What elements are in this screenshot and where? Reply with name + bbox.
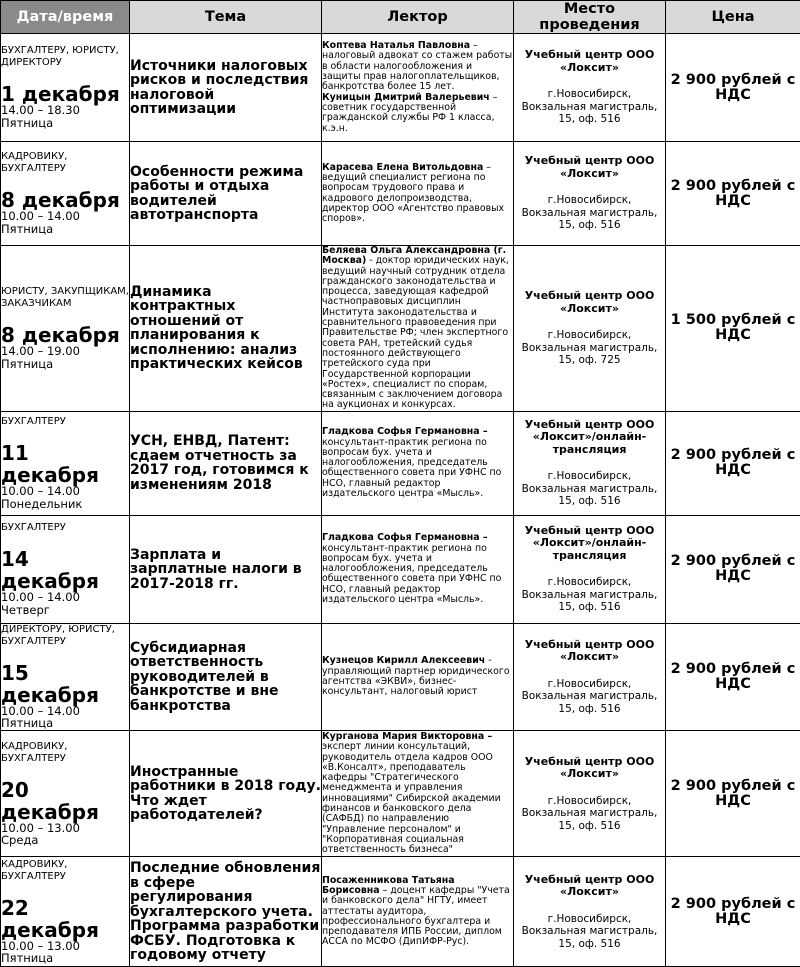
lecturer-cell [322, 731, 514, 857]
lecturer-cell [322, 246, 514, 412]
event-weekday: Пятница [1, 952, 129, 965]
seminar-topic: УСН, ЕНВД, Патент: сдаем отчетность за 2017 год, готовимся к изменениям 2018 [130, 434, 321, 492]
lecturer-info [322, 656, 513, 697]
place-cell [514, 34, 666, 142]
event-time: 10.00 – 14.00 [1, 592, 129, 604]
venue-name: Учебный центр ООО «Локсит» [514, 155, 665, 180]
topic-cell [130, 731, 322, 857]
event-day: 8 декабря [1, 324, 129, 346]
venue-name: Учебный центр ООО «Локсит» [514, 290, 665, 315]
venue-address: г.Новосибирск, Вокзальная магистраль, 15, оф. 516 [514, 576, 665, 614]
date-cell [1, 623, 130, 731]
lecturer-name: Коптева Наталья Павловна [322, 40, 470, 51]
lecturer-info [322, 732, 513, 856]
lecturer-desc: – советник государственной гражданской службы РФ 1 класса, к.э.н. [322, 92, 497, 134]
seminar-price: 2 900 рублей с НДС [666, 554, 800, 584]
price-cell [666, 857, 800, 967]
price-cell [666, 623, 800, 731]
lecturer-name: Куницын Дмитрий Валерьевич [322, 92, 490, 103]
lecturer-info [322, 533, 513, 605]
lecturer-desc: - управляющий партнер юридического агентства «ЭКВИ», бизнес-консультант, налоговый юрист [322, 655, 510, 697]
seminar-topic: Субсидиарная ответственность руководителей в банкротстве и вне банкротства [130, 641, 321, 714]
event-time: 10.00 – 14.00 [1, 211, 129, 223]
topic-cell [130, 857, 322, 967]
venue-name: Учебный центр ООО «Локсит»/онлайн-трансляция [514, 419, 665, 457]
date-cell [1, 731, 130, 857]
event-weekday: Пятница [1, 117, 129, 130]
lecturer-info [322, 163, 513, 225]
event-time: 14.00 – 18.30 [1, 105, 129, 117]
lecturer-name: Кузнецов Кирилл Алексеевич [322, 655, 485, 666]
lecturer-name: Беляева Ольга Александровна (г. Москва) [322, 245, 506, 266]
lecturer-desc: – ведущий специалист региона по вопросам трудового права и кадрового делопроизводства, директор ООО «Агентство правовых споров». [322, 162, 504, 224]
table-row [1, 411, 800, 515]
topic-cell [130, 142, 322, 246]
lecturer-name: Карасева Елена Витольдовна [322, 162, 483, 173]
seminar-price: 2 900 рублей с НДС [666, 662, 800, 692]
seminar-topic: Динамика контрактных отношений от планирования к исполнению: анализ практических кейсов [130, 285, 321, 372]
place-cell [514, 623, 666, 731]
seminar-topic: Последние обновления в сфере регулирования бухгалтерского учета. Программа разработки ФСБУ. Подготовка к годовому отчету [130, 861, 321, 963]
header-date: Дата/время [1, 1, 130, 34]
event-day: 22 декабря [1, 897, 129, 941]
venue-address: г.Новосибирск, Вокзальная магистраль, 15, оф. 516 [514, 194, 665, 232]
event-weekday: Понедельник [1, 498, 129, 511]
place-cell [514, 142, 666, 246]
price-cell [666, 515, 800, 623]
place-cell [514, 515, 666, 623]
price-cell [666, 246, 800, 412]
lecturer-name: Посаженникова Татьяна Борисовна [322, 875, 455, 896]
header-topic: Тема [130, 1, 322, 34]
topic-cell [130, 515, 322, 623]
place-cell [514, 411, 666, 515]
audience-label: КАДРОВИКУ, БУХГАЛТЕРУ [1, 741, 129, 765]
lecturer-cell [322, 515, 514, 623]
seminar-topic: Иностранные работники в 2018 году. Что ждет работодателей? [130, 765, 321, 823]
table-row [1, 142, 800, 246]
venue-address: г.Новосибирск, Вокзальная магистраль, 15, оф. 516 [514, 470, 665, 508]
table-header-row [1, 1, 800, 34]
venue-address: г.Новосибирск, Вокзальная магистраль, 15, оф. 725 [514, 329, 665, 367]
seminar-price: 2 900 рублей с НДС [666, 897, 800, 927]
venue-name: Учебный центр ООО «Локсит» [514, 639, 665, 664]
date-cell [1, 857, 130, 967]
event-weekday: Среда [1, 834, 129, 847]
lecturer-info [322, 41, 513, 134]
lecturer-cell [322, 623, 514, 731]
lecturer-cell [322, 142, 514, 246]
venue-name: Учебный центр ООО «Локсит» [514, 49, 665, 74]
event-time: 10.00 – 14.00 [1, 706, 129, 718]
lecturer-info [322, 246, 513, 411]
topic-cell [130, 34, 322, 142]
venue-address: г.Новосибирск, Вокзальная магистраль, 15, оф. 516 [514, 678, 665, 716]
event-weekday: Пятница [1, 223, 129, 236]
seminar-topic: Источники налоговых рисков и последствия налоговой оптимизации [130, 59, 321, 117]
event-day: 15 декабря [1, 662, 129, 706]
price-cell [666, 411, 800, 515]
lecturer-cell [322, 34, 514, 142]
venue-name: Учебный центр ООО «Локсит» [514, 874, 665, 899]
audience-label: БУХГАЛТЕРУ, ЮРИСТУ, ДИРЕКТОРУ [1, 45, 129, 69]
audience-label: ДИРЕКТОРУ, ЮРИСТУ, БУХГАЛТЕРУ [1, 624, 129, 648]
place-cell [514, 731, 666, 857]
table-row [1, 857, 800, 967]
event-time: 14.00 – 19.00 [1, 346, 129, 358]
lecturer-name: Гладкова Софья Германовна – [322, 426, 488, 437]
lecturer-cell [322, 857, 514, 967]
audience-label: БУХГАЛТЕРУ [1, 416, 129, 428]
topic-cell [130, 623, 322, 731]
table-body [1, 34, 800, 967]
seminar-topic: Зарплата и зарплатные налоги в 2017-2018 гг. [130, 548, 321, 592]
lecturer-name: Курганова Мария Викторовна – [322, 731, 492, 742]
lecturer-cell [322, 411, 514, 515]
lecturer-name: Гладкова Софья Германовна – [322, 532, 488, 543]
table-row [1, 246, 800, 412]
topic-cell [130, 246, 322, 412]
venue-address: г.Новосибирск, Вокзальная магистраль, 15, оф. 516 [514, 88, 665, 126]
event-day: 8 декабря [1, 189, 129, 211]
lecturer-desc: – налоговый адвокат со стажем работы в области налогообложения и защиты прав налогоплательщиков, банкротства более 15 лет. [322, 40, 512, 92]
header-place: Место проведения [514, 1, 666, 34]
event-day: 11 декабря [1, 442, 129, 486]
date-cell [1, 411, 130, 515]
header-lecturer: Лектор [322, 1, 514, 34]
audience-label: БУХГАЛТЕРУ [1, 522, 129, 534]
seminar-price: 2 900 рублей с НДС [666, 448, 800, 478]
event-day: 20 декабря [1, 779, 129, 823]
table-row [1, 731, 800, 857]
price-cell [666, 34, 800, 142]
date-cell [1, 142, 130, 246]
price-cell [666, 731, 800, 857]
date-cell [1, 246, 130, 412]
seminar-price: 1 500 рублей с НДС [666, 313, 800, 343]
venue-address: г.Новосибирск, Вокзальная магистраль, 15, оф. 516 [514, 913, 665, 951]
date-cell [1, 34, 130, 142]
seminar-topic: Особенности режима работы и отдыха водителей автотранспорта [130, 165, 321, 223]
date-cell [1, 515, 130, 623]
event-day: 14 декабря [1, 548, 129, 592]
event-time: 10.00 – 13.00 [1, 823, 129, 835]
price-cell [666, 142, 800, 246]
place-cell [514, 857, 666, 967]
lecturer-info [322, 876, 513, 948]
audience-label: ЮРИСТУ, ЗАКУПЩИКАМ, ЗАКАЗЧИКАМ [1, 286, 129, 310]
event-time: 10.00 – 14.00 [1, 486, 129, 498]
lecturer-desc: консультант-практик региона по вопросам бух. учета и налогообложения, председатель общественного совета при УФНС по НСО, главный редактор издательского центра «Мысль». [322, 437, 501, 499]
table-row [1, 623, 800, 731]
lecturer-desc: эксперт линии консультаций, руководитель отдела кадров ООО «В.Консалт», преподаватель кафедры "Стратегического менеджмента и управления инновациями" Сибирской академии финансов и банковского дела (САФБД) по направлению "Управление персоналом" и "Корпоративная социальная ответственность бизнеса" [322, 741, 501, 855]
event-weekday: Пятница [1, 717, 129, 730]
seminar-price: 2 900 рублей с НДС [666, 179, 800, 209]
venue-name: Учебный центр ООО «Локсит» [514, 756, 665, 781]
venue-address: г.Новосибирск, Вокзальная магистраль, 15, оф. 516 [514, 795, 665, 833]
seminar-price: 2 900 рублей с НДС [666, 779, 800, 809]
header-price: Цена [666, 1, 800, 34]
seminar-price: 2 900 рублей с НДС [666, 73, 800, 103]
lecturer-desc: – доцент кафедры "Учета и банковского дела" НГТУ, имеет аттестаты аудитора, профессионального бухгалтера и преподавателя ИПБ России, диплом АССА по МСФО (ДипИФР-Рус). [322, 885, 510, 947]
topic-cell [130, 411, 322, 515]
event-time: 10.00 – 13.00 [1, 941, 129, 953]
table-row [1, 34, 800, 142]
venue-name: Учебный центр ООО «Локсит»/онлайн-трансляция [514, 525, 665, 563]
lecturer-desc: - доктор юридических наук, ведущий научный сотрудник отдела гражданского законодательства и процесса, заведующая кафедрой частноправовых дисциплин Института законодательства и сравнительного правоведения при Правительстве РФ; член экспертного совета РАН, третейский судья постоянного действующего третейского суда при Государственной корпорации «Ростех», специалист по спорам, связанным с заключением договора на аукционах и конкурсах. [322, 255, 509, 410]
event-weekday: Четверг [1, 604, 129, 617]
audience-label: КАДРОВИКУ, БУХГАЛТЕРУ [1, 859, 129, 883]
event-day: 1 декабря [1, 83, 129, 105]
event-weekday: Пятница [1, 358, 129, 371]
lecturer-info [322, 427, 513, 499]
table-row [1, 515, 800, 623]
lecturer-desc: консультант-практик региона по вопросам бух. учета и налогообложения, председатель общественного совета при УФНС по НСО, главный редактор издательского центра «Мысль». [322, 543, 501, 605]
place-cell [514, 246, 666, 412]
audience-label: КАДРОВИКУ, БУХГАЛТЕРУ [1, 151, 129, 175]
